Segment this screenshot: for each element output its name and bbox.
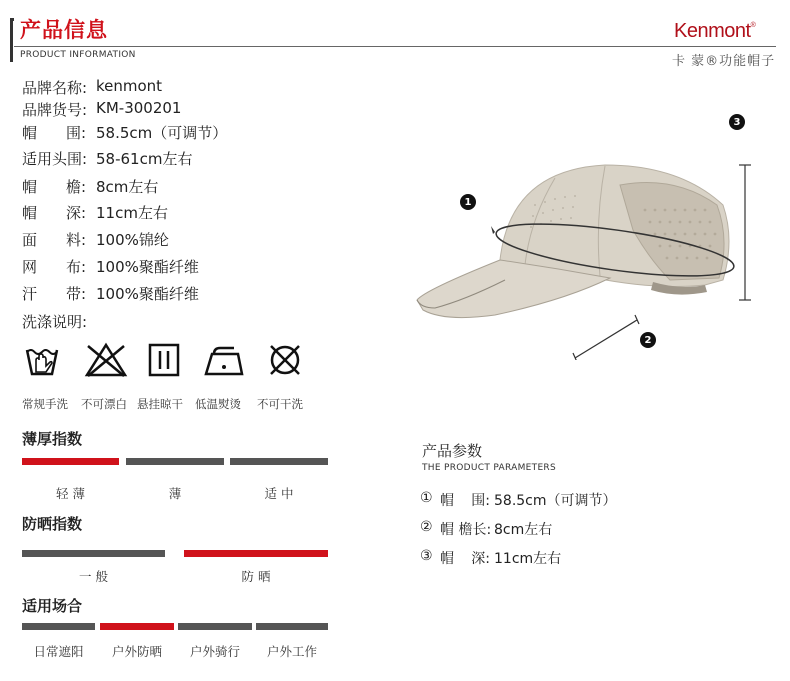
spec-label	[22, 229, 86, 250]
occasions-title: 适用场合	[22, 597, 83, 615]
line-dry-icon	[148, 342, 180, 378]
header-divider	[14, 46, 776, 47]
spec-label-b: 料:	[65, 231, 86, 249]
low-iron-icon	[200, 342, 246, 378]
occasion-label: 户外防晒	[111, 644, 162, 659]
param-num: ②	[420, 519, 433, 535]
spec-label: 品牌名称:	[22, 79, 88, 97]
param-num: ①	[420, 490, 433, 506]
param-row	[420, 548, 561, 568]
thickness-title: 薄厚指数	[22, 430, 83, 448]
param-value: 11cm左右	[494, 551, 562, 567]
spec-value: 11cm左右	[96, 204, 168, 222]
spec-row	[22, 77, 162, 98]
param-label-a: 帽	[440, 493, 454, 509]
param-label-b: 深:	[471, 551, 490, 567]
sun-protection-title: 防晒指数	[22, 515, 83, 533]
spec-value: 58-61cm左右	[96, 150, 193, 168]
sun-label: 防 晒	[241, 569, 271, 584]
no-bleach-icon	[84, 342, 128, 378]
spec-row	[22, 148, 192, 169]
spec-value: 100%聚酯纤维	[96, 285, 199, 303]
no-dry-clean-icon	[267, 342, 303, 378]
brand-reg-mark: ®	[750, 22, 756, 29]
sun-bar-protect	[184, 550, 328, 557]
page-subtitle: PRODUCT INFORMATION	[20, 50, 136, 60]
spec-label-b: 带:	[65, 285, 86, 303]
spec-label-a: 汗	[22, 285, 38, 303]
brand-subtitle: 卡 蒙®功能帽子	[672, 54, 776, 69]
marker-1: 1	[460, 194, 476, 210]
spec-label	[22, 283, 86, 304]
occasion-label: 日常遮阳	[33, 644, 84, 659]
spec-value: 58.5cm（可调节）	[96, 124, 228, 142]
brand-logo	[674, 20, 755, 43]
spec-row	[22, 283, 199, 304]
spec-value: KM-300201	[96, 99, 182, 117]
wash-label: 低温熨烫	[195, 397, 241, 411]
param-label	[440, 548, 490, 568]
thickness-label: 薄	[168, 486, 182, 501]
param-label-b: 长:	[472, 522, 492, 538]
param-num: ③	[420, 548, 433, 564]
page-title: 产品信息	[20, 18, 108, 42]
spec-label	[22, 256, 86, 277]
spec-label: 适用头围:	[22, 150, 88, 168]
wash-label: 悬挂晾干	[137, 397, 183, 411]
spec-label-a: 帽	[22, 178, 38, 196]
wash-label: 不可漂白	[81, 397, 127, 411]
param-row	[420, 519, 552, 539]
spec-row	[22, 176, 158, 197]
spec-label: 品牌货号:	[22, 101, 88, 119]
spec-row	[22, 99, 181, 120]
marker-3: 3	[729, 114, 745, 130]
washing-title: 洗涤说明:	[22, 313, 88, 331]
param-label-a: 帽 檐	[440, 522, 473, 538]
spec-label-a: 面	[22, 231, 38, 249]
spec-label-a: 帽	[22, 204, 38, 222]
spec-label-a: 帽	[22, 124, 38, 142]
occasion-label: 户外骑行	[189, 644, 240, 659]
spec-value: kenmont	[96, 77, 163, 95]
spec-row	[22, 256, 199, 277]
wash-label: 不可干洗	[257, 397, 303, 411]
occasion-bar	[256, 623, 328, 630]
occasion-bar	[178, 623, 252, 630]
param-label-b: 围:	[471, 493, 490, 509]
param-row	[420, 490, 617, 510]
spec-value: 8cm左右	[96, 178, 159, 196]
header-bracket	[10, 18, 13, 62]
param-value: 58.5cm（可调节）	[494, 493, 617, 509]
hand-wash-icon	[24, 342, 60, 378]
params-subtitle: THE PRODUCT PARAMETERS	[422, 463, 556, 473]
spec-label	[22, 122, 86, 143]
param-label	[440, 519, 490, 539]
marker-2: 2	[640, 332, 656, 348]
param-label-a: 帽	[440, 551, 454, 567]
thickness-bar-light	[22, 458, 119, 465]
spec-label-b: 深:	[65, 204, 86, 222]
occasion-label: 户外工作	[266, 644, 317, 659]
spec-label-b: 布:	[65, 258, 86, 276]
spec-value: 100%锦纶	[96, 231, 169, 249]
thickness-label: 轻 薄	[56, 486, 85, 501]
sun-label: 一 般	[79, 569, 108, 584]
wash-label: 常规手洗	[22, 397, 68, 411]
occasion-bar	[22, 623, 95, 630]
param-value: 8cm左右	[494, 522, 553, 538]
spec-label	[22, 202, 86, 223]
spec-row	[22, 202, 168, 223]
cap-illustration	[405, 150, 765, 360]
occasion-bar	[100, 623, 174, 630]
spec-label-b: 檐:	[65, 178, 86, 196]
brand-logo-text: Kenmont	[674, 20, 751, 42]
spec-label-b: 围:	[65, 124, 86, 142]
spec-label-a: 网	[22, 258, 38, 276]
params-title: 产品参数	[422, 442, 483, 460]
spec-row	[22, 229, 169, 250]
thickness-bar-medium	[230, 458, 328, 465]
spec-row	[22, 122, 227, 143]
param-label	[440, 490, 490, 510]
spec-label	[22, 176, 86, 197]
thickness-label: 适 中	[264, 486, 294, 501]
sun-bar-normal	[22, 550, 165, 557]
thickness-bar-thin	[126, 458, 224, 465]
spec-value: 100%聚酯纤维	[96, 258, 199, 276]
